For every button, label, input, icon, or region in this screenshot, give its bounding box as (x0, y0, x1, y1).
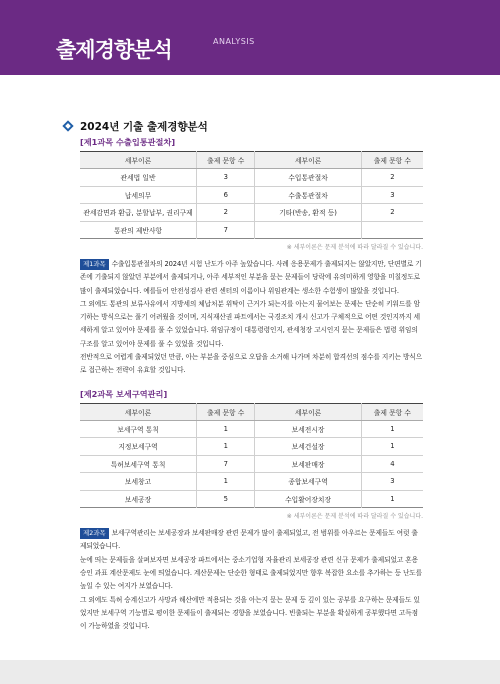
table-cell: 관세감면과 환급, 분할납부, 권리구제 (80, 204, 197, 222)
subject1-table (80, 151, 423, 239)
subject1-tag: 제1과목 (80, 259, 109, 270)
table-cell: 보세창고 (80, 473, 197, 491)
table-cell: 2 (197, 204, 255, 222)
table-cell: 1 (197, 438, 255, 456)
table-cell: 5 (197, 490, 255, 508)
page-title: 출제경향분석 (56, 38, 172, 62)
table-cell: 1 (361, 490, 423, 508)
subject2-note: ※ 세부이론은 문제 분석에 따라 달라질 수 있습니다. (286, 513, 423, 521)
table-cell: 보세전시장 (255, 420, 361, 438)
table-header-row (80, 403, 423, 420)
paragraph-text: 보세구역관리는 보세공장과 보세판매장 관련 문제가 많이 출제되었고, 전 범위를 아우르는 문제들도 여럿 출제되었습니다. (80, 529, 418, 551)
column-header: 출제 문항 수 (361, 152, 423, 169)
paragraph (80, 258, 423, 298)
column-header: 세부이론 (80, 152, 197, 169)
subject2-label: [제2과목 보세구역관리] (80, 388, 168, 399)
paragraph: 그 외에도 특허 승계신고가 사망과 해산에만 적용되는 것을 아는지 묻는 문제 등 깊이 있는 공부를 요구하는 문제들도 있었지만 보세구역 기능별로 평이한 문제들이 출제되는 경향을 보였습니다. 빈출되는 부분을 확실하게 공부했다면 고득점이 가능하였을 것입니다. (80, 595, 420, 631)
table-cell: 2 (361, 204, 423, 222)
column-header: 세부이론 (255, 152, 361, 169)
table-cell: 보세판매장 (255, 455, 361, 473)
paragraph: 눈에 띄는 문제들을 살펴보자면 보세공장 파트에서는 중소기업형 자율관리 보세공장 관련 신규 문제가 출제되었고 혼용승인 과표 계산문제도 눈에 띄었습니다. 계산문제는 단순한 형태로 출제되었지만 향후 복잡한 요소를 추가하는 등 난도를 높일 수 있는 여지가 보였습니다. (80, 555, 423, 591)
table-cell: 보세구역 통칙 (80, 420, 197, 438)
column-header: 세부이론 (255, 403, 361, 420)
table-cell: 7 (197, 455, 255, 473)
table-cell (361, 221, 423, 239)
table-cell: 수입활어장치장 (255, 490, 361, 508)
subject2-table (80, 403, 423, 509)
table-cell: 특허보세구역 통칙 (80, 455, 197, 473)
subject1-label: [제1과목 수출입통관절차] (80, 137, 176, 147)
table-cell: 납세의무 (80, 186, 197, 204)
table-row (80, 420, 423, 438)
table-cell: 보세공장 (124, 495, 152, 504)
table-row (80, 221, 423, 239)
paragraph-text: 수출입통관절차의 2024년 시험 난도가 아주 높았습니다. 사례 응용문제가 출제되지는 않았지만, 단편별로 기존에 기출되지 않았던 부분에서 출제되거나, 아주 세부적인 부분을 묻는 문제들이 당락에 유의미하게 영향을 미칠정도로 많이 출제되었습니다. 예를들어 안전성검사 관련 센터의 이름이나 위임관계는 생소한 수험생이 많았을 것입니다. (80, 260, 422, 295)
subject1-note: ※ 세부이론은 문제 분석에 따라 달라질 수 있습니다. (286, 244, 423, 251)
table-cell: 2 (361, 169, 423, 187)
table-cell: 종합보세구역 (255, 473, 361, 491)
table-cell: 1 (361, 420, 423, 438)
table-cell: 기타(반송, 환적 등) (255, 204, 361, 222)
table-row (80, 455, 423, 473)
table-row (80, 169, 423, 187)
table-cell: 수입통관절차 (255, 169, 361, 187)
column-header: 출제 문항 수 (361, 403, 423, 420)
paragraph: 전반적으로 어렵게 출제되었던 만큼, 아는 부분을 중심으로 오답을 소거해 나가며 차분히 합격선의 점수를 지키는 방식으로 접근하는 전략이 유효할 것입니다. (80, 353, 423, 375)
paragraph (80, 527, 423, 554)
subject1-analysis (80, 258, 423, 378)
table-cell (255, 221, 361, 239)
table-cell: 4 (361, 455, 423, 473)
table-cell: 3 (361, 186, 423, 204)
table-header-row (80, 152, 423, 169)
table-row (80, 186, 423, 204)
table-row (80, 204, 423, 222)
table-cell: 3 (361, 473, 423, 491)
table-cell: 지정보세구역 (80, 438, 197, 456)
subject2-tag: 제2과목 (80, 528, 109, 539)
table-cell: 통관의 제반사항 (113, 226, 163, 235)
table-row (80, 473, 423, 491)
paragraph: 그 외에도 통관의 보류사유에서 지방세의 체납처분 위탁이 근거가 되는지를 아는지 물어보는 문제는 단순히 키워드를 암기하는 방식으로는 풀기 어려웠을 것이며, 지식재산권 파트에서는 국경조치 개시 신고가 구체적으로 어떤 것인지까지 세세하게 알고 있어야 문제를 풀 수 있었습니다. 위임규정이 대통령령인지, 관세청장 고시인지 묻는 문제들은 법령 위임의 구조를 알고 있어야 문제를 풀 수 있었을 것입니다. (80, 299, 421, 348)
table-cell: 수출통관절차 (255, 186, 361, 204)
table-row (80, 438, 423, 456)
table-cell: 3 (197, 169, 255, 187)
column-header: 출제 문항 수 (197, 152, 255, 169)
subject2-analysis (80, 527, 423, 633)
table-cell: 보세건설장 (255, 438, 361, 456)
table-cell: 7 (197, 221, 255, 239)
header-band (0, 0, 500, 75)
column-header: 출제 문항 수 (197, 403, 255, 420)
table-cell: 1 (361, 438, 423, 456)
section-heading (64, 118, 423, 134)
column-header: 세부이론 (80, 403, 197, 420)
section-title: 2024년 기출 출제경향분석 (80, 120, 208, 133)
content (80, 118, 423, 634)
table-cell: 1 (197, 473, 255, 491)
table-row (80, 490, 423, 508)
table-cell: 관세법 일반 (80, 169, 197, 187)
page-subtitle: ANALYSIS (213, 37, 255, 46)
table-cell: 6 (197, 186, 255, 204)
diamond-bullet-icon (62, 120, 73, 131)
table-cell: 1 (197, 420, 255, 438)
